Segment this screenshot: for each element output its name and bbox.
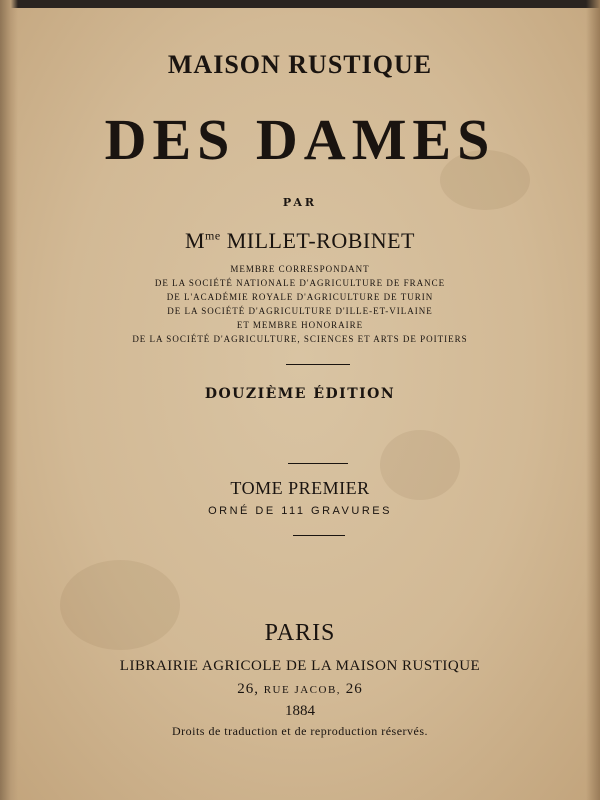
book-subtitle: MAISON RUSTIQUE: [167, 50, 433, 79]
imprint-publisher: LIBRAIRIE AGRICOLE DE LA MAISON RUSTIQUE: [119, 658, 481, 674]
address-number: 26,: [237, 681, 259, 697]
address-street: RUE JACOB,: [263, 684, 342, 696]
affiliation-line: ET MEMBRE HONORAIRE: [236, 320, 364, 330]
author-prefix-superscript: me: [205, 228, 221, 243]
divider-rule: [293, 535, 345, 536]
author-surname: MILLET-ROBINET: [226, 228, 415, 253]
affiliation-line: DE LA SOCIÉTÉ NATIONALE D'AGRICULTURE DE FRANCE: [154, 278, 446, 288]
volume-label: TOME PREMIER: [230, 478, 370, 498]
by-label: PAR: [282, 196, 318, 209]
book-title: DES DAMES: [104, 107, 496, 172]
divider-rule: [286, 364, 350, 365]
imprint-year: 1884: [285, 703, 315, 719]
imprint-address: [0, 681, 600, 698]
edition-label: DOUZIÈME ÉDITION: [204, 386, 396, 402]
rights-notice: Droits de traduction et de reproduction réservés.: [171, 724, 429, 738]
affiliation-line: DE L'ACADÉMIE ROYALE D'AGRICULTURE DE TURIN: [166, 292, 434, 302]
author-prefix: M: [184, 228, 206, 253]
author-name: [0, 228, 600, 254]
affiliation-line: DE LA SOCIÉTÉ D'AGRICULTURE D'ILLE-ET-VILAINE: [167, 306, 433, 316]
affiliation-line: MEMBRE CORRESPONDANT: [230, 264, 370, 274]
divider-rule: [288, 463, 348, 464]
imprint-city: PARIS: [264, 620, 336, 646]
illustrations-label: ORNÉ DE 111 GRAVURES: [208, 505, 392, 517]
affiliation-line: DE LA SOCIÉTÉ D'AGRICULTURE, SCIENCES ET ARTS DE POITIERS: [132, 334, 468, 344]
scan-top-edge: [0, 0, 600, 8]
address-number-2: 26: [345, 681, 363, 697]
